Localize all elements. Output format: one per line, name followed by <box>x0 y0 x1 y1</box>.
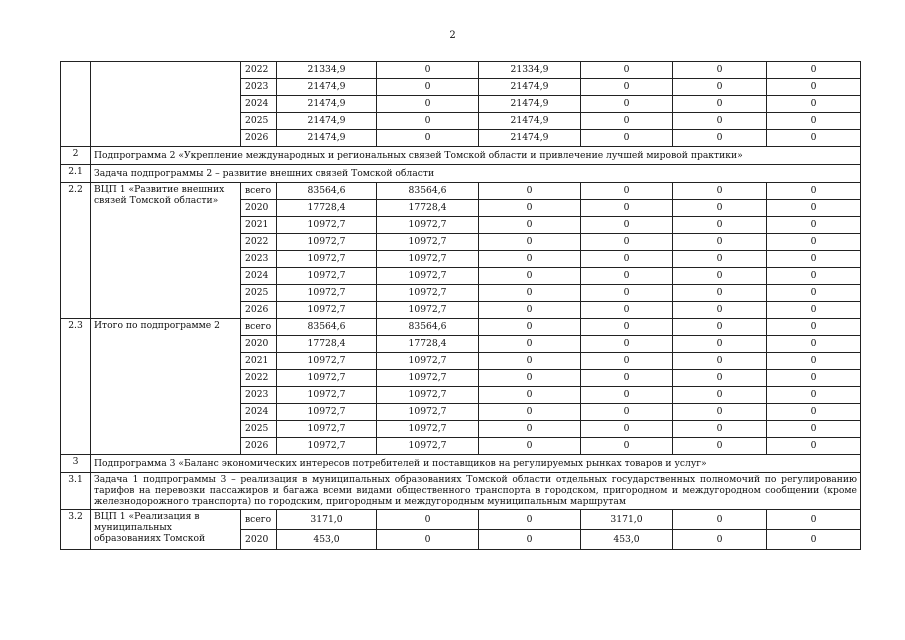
section-row <box>61 473 861 510</box>
value-cell: 10972,7 <box>377 404 479 421</box>
value-cell: 0 <box>479 336 581 353</box>
year-cell: 2020 <box>241 529 277 549</box>
value-cell: 0 <box>581 353 673 370</box>
page-number: 2 <box>449 30 456 41</box>
year-cell: 2023 <box>241 79 277 96</box>
value-cell: 0 <box>767 387 861 404</box>
value-cell: 21474,9 <box>277 130 377 147</box>
value-cell: 0 <box>673 96 767 113</box>
year-cell: 2021 <box>241 217 277 234</box>
year-cell: 2024 <box>241 96 277 113</box>
value-cell: 10972,7 <box>377 251 479 268</box>
value-cell: 0 <box>673 62 767 79</box>
year-cell: 2020 <box>241 336 277 353</box>
value-cell: 0 <box>767 217 861 234</box>
value-cell: 0 <box>673 130 767 147</box>
value-cell: 0 <box>673 370 767 387</box>
value-cell: 0 <box>377 113 479 130</box>
value-cell: 0 <box>673 113 767 130</box>
value-cell: 21474,9 <box>277 79 377 96</box>
value-cell: 0 <box>673 421 767 438</box>
value-cell: 453,0 <box>277 529 377 549</box>
value-cell: 10972,7 <box>277 302 377 319</box>
year-cell: 2021 <box>241 353 277 370</box>
section-row <box>61 147 861 165</box>
year-cell: 2024 <box>241 404 277 421</box>
row-number <box>61 62 91 147</box>
value-cell: 0 <box>767 234 861 251</box>
value-cell: 0 <box>673 529 767 549</box>
year-cell: 2025 <box>241 113 277 130</box>
value-cell: 0 <box>581 113 673 130</box>
year-cell: всего <box>241 319 277 336</box>
value-cell: 0 <box>581 268 673 285</box>
task-title: Задача подпрограммы 2 – развитие внешних связей Томской области <box>91 165 861 183</box>
year-cell: 2024 <box>241 268 277 285</box>
value-cell: 0 <box>673 285 767 302</box>
value-cell: 10972,7 <box>277 234 377 251</box>
value-cell: 10972,7 <box>377 387 479 404</box>
value-cell: 0 <box>767 285 861 302</box>
value-cell: 0 <box>479 529 581 549</box>
value-cell: 10972,7 <box>277 268 377 285</box>
row-number: 2 <box>61 147 91 165</box>
value-cell: 0 <box>581 62 673 79</box>
value-cell: 0 <box>581 387 673 404</box>
value-cell: 0 <box>767 438 861 455</box>
value-cell: 3171,0 <box>277 509 377 529</box>
value-cell: 10972,7 <box>377 217 479 234</box>
value-cell: 21474,9 <box>479 96 581 113</box>
item-name <box>91 62 241 147</box>
value-cell: 10972,7 <box>377 285 479 302</box>
year-cell: 2026 <box>241 130 277 147</box>
table-row <box>61 319 861 336</box>
value-cell: 0 <box>673 387 767 404</box>
value-cell: 0 <box>479 234 581 251</box>
value-cell: 17728,4 <box>377 336 479 353</box>
table-row <box>61 62 861 79</box>
subprogram-title: Подпрограмма 2 «Укрепление международных и региональных связей Томской области и привлечение лучшей мировой практики» <box>91 147 861 165</box>
value-cell: 10972,7 <box>277 217 377 234</box>
value-cell: 0 <box>767 79 861 96</box>
value-cell: 0 <box>581 183 673 200</box>
value-cell: 0 <box>479 302 581 319</box>
value-cell: 0 <box>673 234 767 251</box>
value-cell: 21334,9 <box>277 62 377 79</box>
value-cell: 0 <box>581 285 673 302</box>
value-cell: 10972,7 <box>377 421 479 438</box>
value-cell: 0 <box>479 370 581 387</box>
table-row <box>61 509 861 529</box>
value-cell: 0 <box>581 404 673 421</box>
value-cell: 83564,6 <box>377 319 479 336</box>
value-cell: 0 <box>767 353 861 370</box>
value-cell: 0 <box>377 96 479 113</box>
value-cell: 0 <box>581 96 673 113</box>
value-cell: 0 <box>581 130 673 147</box>
value-cell: 10972,7 <box>377 302 479 319</box>
value-cell: 0 <box>581 336 673 353</box>
value-cell: 0 <box>377 62 479 79</box>
value-cell: 0 <box>581 79 673 96</box>
value-cell: 0 <box>673 200 767 217</box>
value-cell: 0 <box>377 529 479 549</box>
value-cell: 0 <box>673 183 767 200</box>
value-cell: 0 <box>581 370 673 387</box>
value-cell: 21334,9 <box>479 62 581 79</box>
year-cell: 2026 <box>241 302 277 319</box>
value-cell: 0 <box>581 438 673 455</box>
value-cell: 0 <box>767 200 861 217</box>
year-cell: 2022 <box>241 370 277 387</box>
value-cell: 0 <box>673 404 767 421</box>
value-cell: 0 <box>767 509 861 529</box>
value-cell: 0 <box>767 370 861 387</box>
value-cell: 21474,9 <box>479 130 581 147</box>
value-cell: 0 <box>673 302 767 319</box>
value-cell: 0 <box>767 62 861 79</box>
value-cell: 0 <box>581 234 673 251</box>
task-title: Задача 1 подпрограммы 3 – реализация в муниципальных образованиях Томской области отдельных государственных полномочий по регулированию тарифов на перевозки пассажиров и багажа всеми видами общественного транспорта в городском, пригородном и междугородном сообщении (кроме железнодорожного транспорта) по городским, пригородным и междугородным муниципальным маршрутам <box>91 473 861 510</box>
value-cell: 10972,7 <box>277 353 377 370</box>
table-row <box>61 183 861 200</box>
row-number: 2.1 <box>61 165 91 183</box>
value-cell: 0 <box>767 421 861 438</box>
value-cell: 0 <box>479 438 581 455</box>
value-cell: 0 <box>479 404 581 421</box>
value-cell: 21474,9 <box>277 96 377 113</box>
row-number: 2.3 <box>61 319 91 455</box>
item-name: ВЦП 1 «Развитие внешних связей Томской области» <box>91 183 241 319</box>
value-cell: 10972,7 <box>277 285 377 302</box>
value-cell: 0 <box>673 268 767 285</box>
value-cell: 0 <box>581 421 673 438</box>
value-cell: 21474,9 <box>277 113 377 130</box>
value-cell: 0 <box>377 130 479 147</box>
value-cell: 0 <box>767 268 861 285</box>
year-cell: 2025 <box>241 285 277 302</box>
value-cell: 0 <box>673 336 767 353</box>
value-cell: 0 <box>377 79 479 96</box>
value-cell: 453,0 <box>581 529 673 549</box>
value-cell: 0 <box>479 319 581 336</box>
value-cell: 21474,9 <box>479 79 581 96</box>
budget-table <box>60 61 861 550</box>
year-cell: 2020 <box>241 200 277 217</box>
value-cell: 10972,7 <box>277 370 377 387</box>
row-number: 3.1 <box>61 473 91 510</box>
value-cell: 0 <box>581 217 673 234</box>
value-cell: 83564,6 <box>277 183 377 200</box>
value-cell: 0 <box>767 113 861 130</box>
row-number: 3.2 <box>61 509 91 549</box>
value-cell: 17728,4 <box>377 200 479 217</box>
value-cell: 0 <box>479 183 581 200</box>
item-name: Итого по подпрограмме 2 <box>91 319 241 455</box>
value-cell: 10972,7 <box>277 438 377 455</box>
year-cell: 2023 <box>241 387 277 404</box>
year-cell: 2026 <box>241 438 277 455</box>
value-cell: 0 <box>377 509 479 529</box>
value-cell: 10972,7 <box>277 251 377 268</box>
value-cell: 0 <box>673 319 767 336</box>
value-cell: 0 <box>479 268 581 285</box>
value-cell: 0 <box>767 319 861 336</box>
value-cell: 0 <box>479 421 581 438</box>
value-cell: 3171,0 <box>581 509 673 529</box>
value-cell: 0 <box>581 302 673 319</box>
value-cell: 0 <box>673 353 767 370</box>
value-cell: 17728,4 <box>277 200 377 217</box>
value-cell: 0 <box>767 529 861 549</box>
row-number: 3 <box>61 455 91 473</box>
value-cell: 0 <box>479 200 581 217</box>
value-cell: 0 <box>767 130 861 147</box>
value-cell: 0 <box>767 183 861 200</box>
year-cell: 2025 <box>241 421 277 438</box>
value-cell: 10972,7 <box>377 370 479 387</box>
value-cell: 10972,7 <box>377 438 479 455</box>
table-body <box>61 62 861 550</box>
value-cell: 10972,7 <box>277 421 377 438</box>
value-cell: 0 <box>581 251 673 268</box>
year-cell: всего <box>241 183 277 200</box>
value-cell: 21474,9 <box>479 113 581 130</box>
section-row <box>61 165 861 183</box>
value-cell: 0 <box>479 285 581 302</box>
value-cell: 0 <box>767 336 861 353</box>
value-cell: 0 <box>673 251 767 268</box>
value-cell: 0 <box>767 302 861 319</box>
year-cell: 2022 <box>241 234 277 251</box>
value-cell: 0 <box>673 509 767 529</box>
value-cell: 0 <box>673 79 767 96</box>
value-cell: 0 <box>673 438 767 455</box>
value-cell: 0 <box>767 404 861 421</box>
value-cell: 0 <box>581 200 673 217</box>
value-cell: 0 <box>581 319 673 336</box>
value-cell: 83564,6 <box>377 183 479 200</box>
value-cell: 17728,4 <box>277 336 377 353</box>
value-cell: 10972,7 <box>377 353 479 370</box>
value-cell: 10972,7 <box>277 387 377 404</box>
year-cell: всего <box>241 509 277 529</box>
value-cell: 0 <box>479 251 581 268</box>
value-cell: 0 <box>479 353 581 370</box>
value-cell: 10972,7 <box>377 234 479 251</box>
item-name: ВЦП 1 «Реализация в муниципальных образованиях Томской <box>91 509 241 549</box>
value-cell: 83564,6 <box>277 319 377 336</box>
year-cell: 2023 <box>241 251 277 268</box>
row-number: 2.2 <box>61 183 91 319</box>
value-cell: 0 <box>767 96 861 113</box>
value-cell: 0 <box>479 387 581 404</box>
year-cell: 2022 <box>241 62 277 79</box>
section-row <box>61 455 861 473</box>
value-cell: 0 <box>479 509 581 529</box>
value-cell: 0 <box>673 217 767 234</box>
value-cell: 0 <box>767 251 861 268</box>
subprogram-title: Подпрограмма 3 «Баланс экономических интересов потребителей и поставщиков на регулируемых рынках товаров и услуг» <box>91 455 861 473</box>
value-cell: 10972,7 <box>277 404 377 421</box>
value-cell: 10972,7 <box>377 268 479 285</box>
value-cell: 0 <box>479 217 581 234</box>
